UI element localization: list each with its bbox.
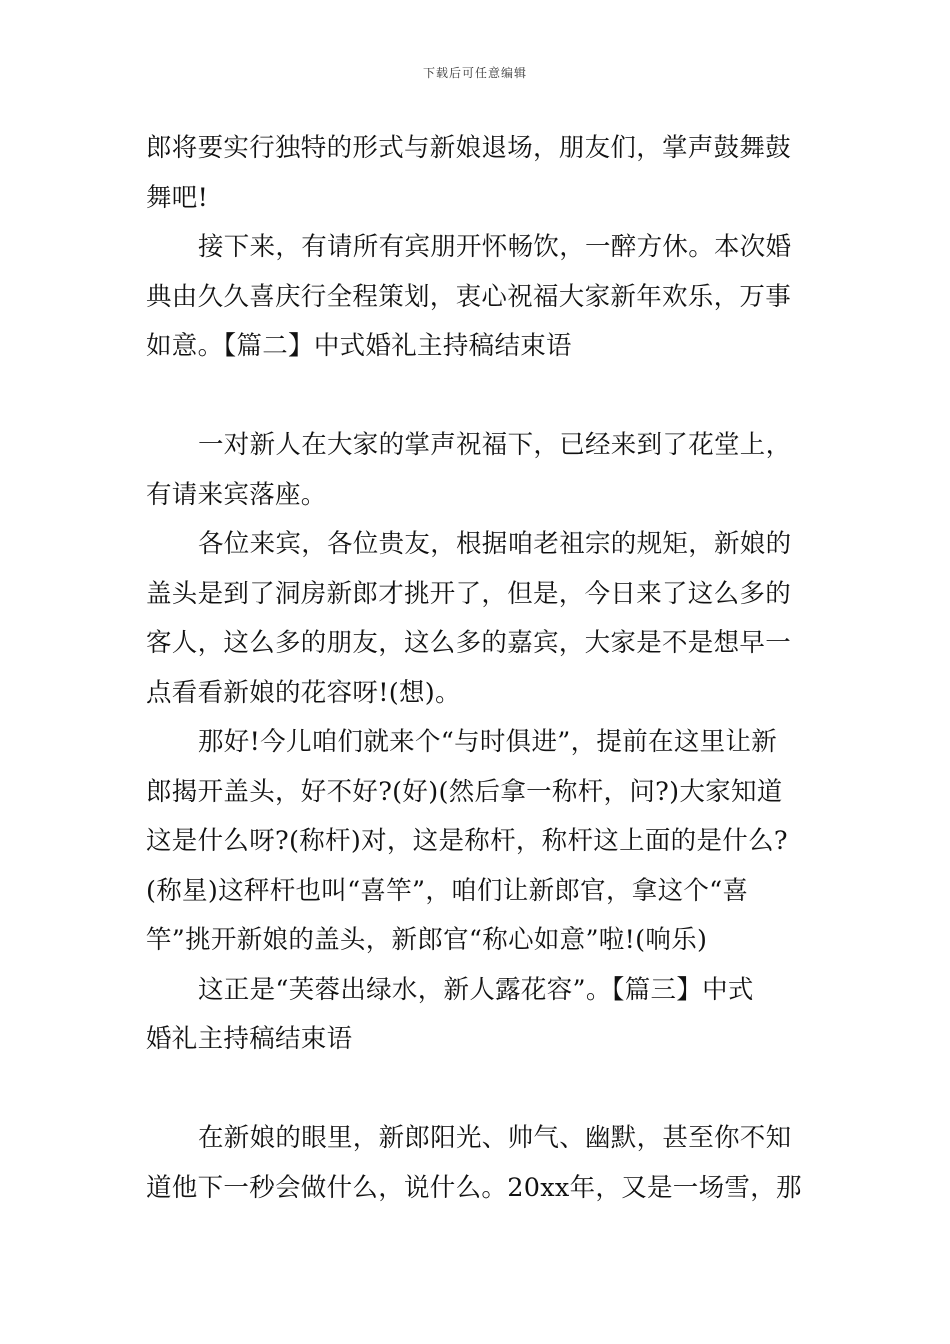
page-header-note: 下载后可任意编辑 xyxy=(422,66,527,80)
text-line: 在新娘的眼里，新郎阳光、帅气、幽默，甚至你不知 xyxy=(198,1123,792,1153)
text-line: 盖头是到了洞房新郎才挑开了，但是，今日来了这么多的 xyxy=(146,578,792,609)
text-line: 这正是“芙蓉出绿水，新人露花容”。【篇三】中式 xyxy=(198,974,754,1005)
text-line: 舞吧! xyxy=(146,182,209,213)
text-line: 各位来宾，各位贵友，根据咱老祖宗的规矩，新娘的 xyxy=(198,529,792,559)
text-line: 接下来，有请所有宾朋开怀畅饮，一醉方休。本次婚 xyxy=(198,232,792,262)
text-line: 竿”挑开新娘的盖头，新郎官“称心如意”啦!(响乐) xyxy=(146,925,708,955)
document-body xyxy=(146,124,811,1213)
text-line: (称星)这秤杆也叫“喜竿”，咱们让新郎官，拿这个“喜 xyxy=(146,875,749,906)
text-line: 一对新人在大家的掌声祝福下，已经来到了花堂上， xyxy=(198,430,792,460)
text-line: 典由久久喜庆行全程策划，衷心祝福大家新年欢乐，万事 xyxy=(146,281,792,312)
text-line: 婚礼主持稿结束语 xyxy=(146,1024,353,1054)
text-line: 客人，这么多的朋友，这么多的嘉宾，大家是不是想早一 xyxy=(146,628,792,658)
blank-line xyxy=(146,1065,811,1115)
text-line: 那好!今儿咱们就来个“与时俱进”，提前在这里让新 xyxy=(198,727,778,757)
text-line: 点看看新娘的花容呀!(想)。 xyxy=(146,677,461,708)
text-line: 道他下一秒会做什么，说什么。20xx年，又是一场雪，那 xyxy=(146,1172,802,1203)
text-line: 郎将要实行独特的形式与新娘退场，朋友们，掌声鼓舞鼓 xyxy=(146,133,792,163)
text-line: 这是什么呀?(称杆)对，这是称杆，称杆这上面的是什么? xyxy=(146,826,788,856)
blank-line xyxy=(146,372,811,422)
text-line: 如意。【篇二】中式婚礼主持稿结束语 xyxy=(146,331,572,361)
text-line: 有请来宾落座。 xyxy=(146,479,327,510)
text-line: 郎揭开盖头，好不好?(好)(然后拿一称杆，问?)大家知道 xyxy=(146,776,783,807)
